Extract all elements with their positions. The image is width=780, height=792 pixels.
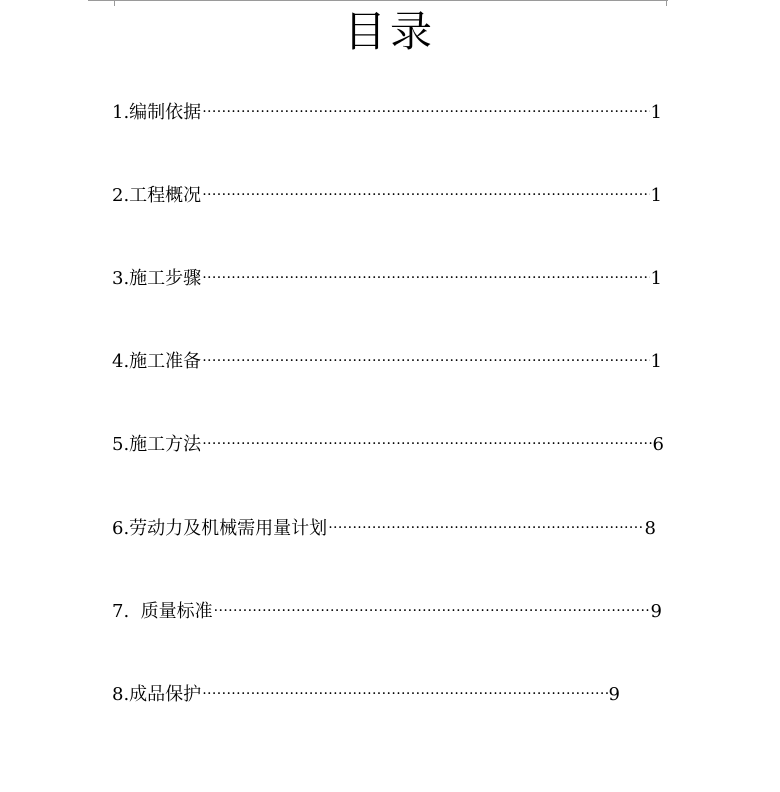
toc-entry-label: 5.施工方法 [112,434,202,455]
toc-dot-leader [202,343,649,367]
toc-entry[interactable] [112,593,662,622]
toc-entry-label: 7. 质量标准 [112,601,213,622]
toc-entry-page: 1 [650,185,662,206]
toc-entry[interactable] [112,177,662,206]
toc-entry-label: 1.编制依据 [112,102,202,123]
toc-entry-page: 9 [608,684,620,705]
toc-entry-label: 4.施工准备 [112,351,202,372]
toc-dot-leader [202,426,651,450]
toc-entry-label: 2.工程概况 [112,185,202,206]
toc-dot-leader [202,177,649,201]
toc-entry-page: 8 [644,518,656,539]
toc-dot-leader [202,676,607,700]
toc-entry[interactable] [112,343,662,372]
toc-entry-page: 1 [650,268,662,289]
toc-entry-label: 3.施工步骤 [112,268,202,289]
toc-entry[interactable] [112,510,656,539]
toc-entry-label: 6.劳动力及机械需用量计划 [112,518,328,539]
toc-dot-leader [214,593,650,617]
toc-entry-page: 1 [650,351,662,372]
toc-entry[interactable] [112,426,664,455]
page-header-rule [88,0,668,1]
toc-entry-page: 1 [650,102,662,123]
toc-entry-label: 8.成品保护 [112,684,202,705]
toc-entry-page: 6 [652,434,664,455]
toc-entry-page: 9 [650,601,662,622]
toc-dot-leader [328,510,643,534]
toc-entry[interactable] [112,94,662,123]
toc-dot-leader [202,260,649,284]
toc-entry[interactable] [112,676,620,705]
toc-entry[interactable] [112,260,662,289]
toc-dot-leader [202,94,649,118]
page-title: 目录 [343,7,436,56]
